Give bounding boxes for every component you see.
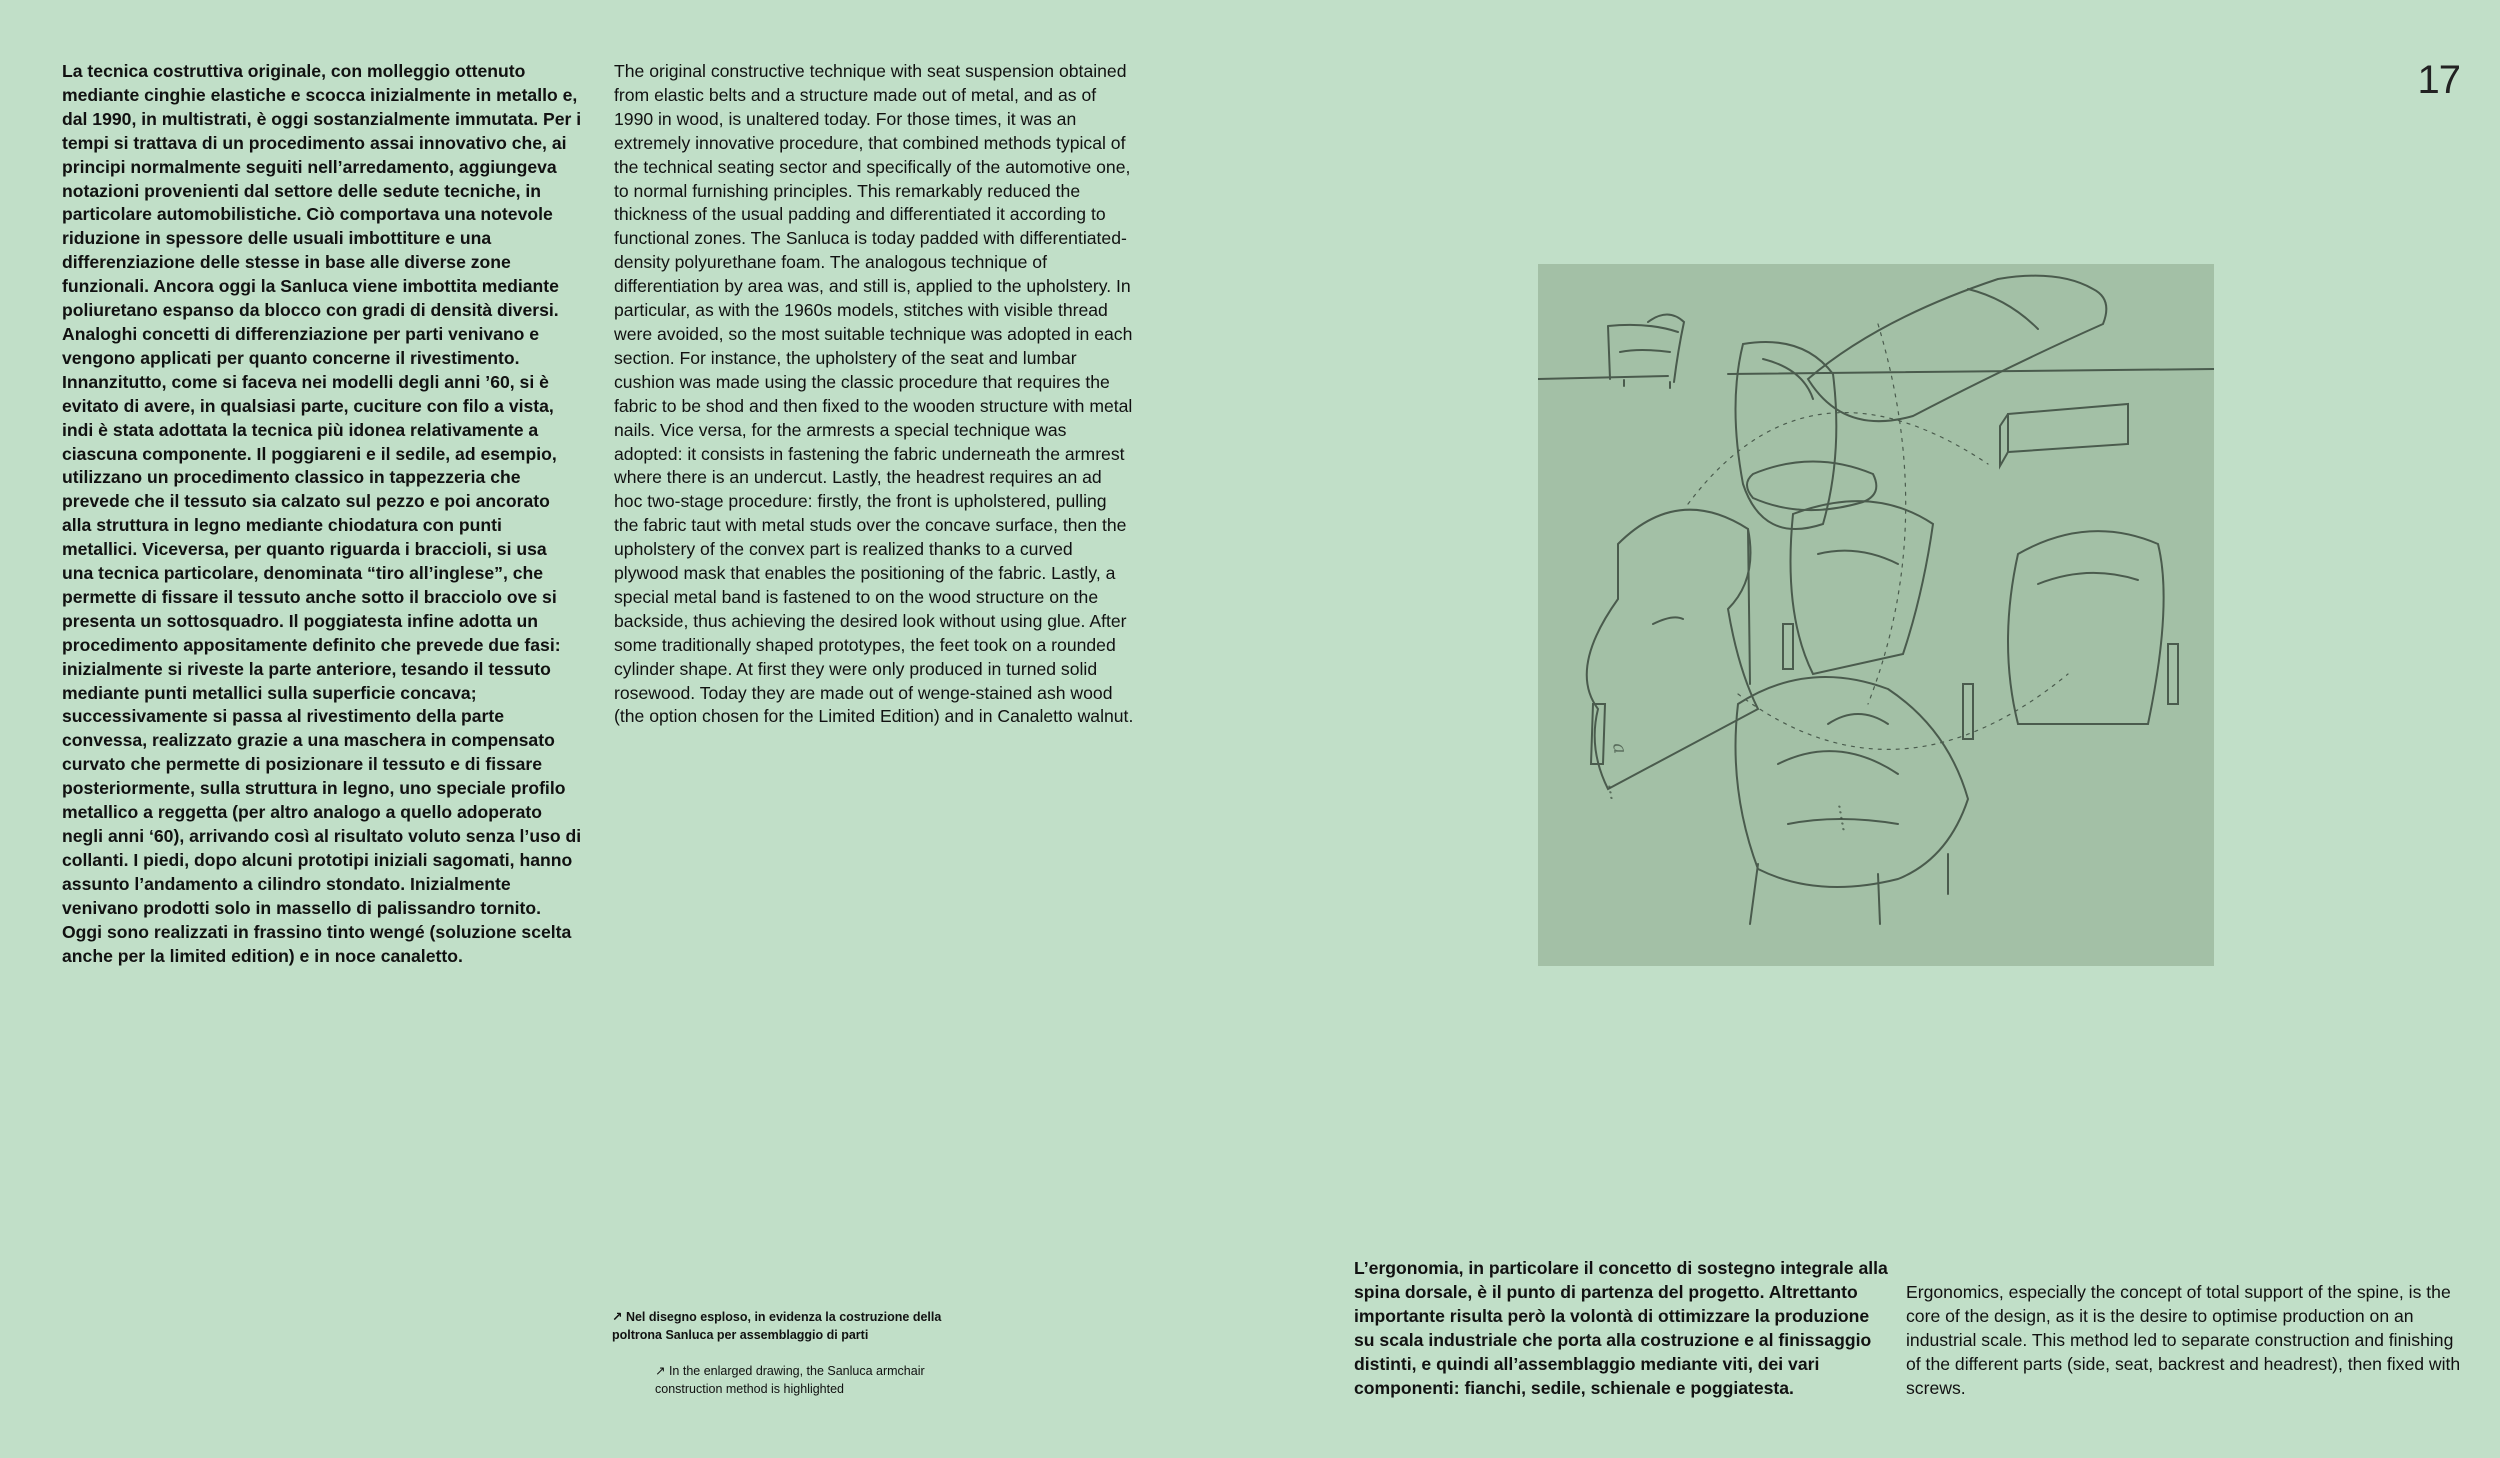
ergonomics-italian-text <box>1354 1257 1894 1400</box>
caption-english: ↗ In the enlarged drawing, the Sanluca armchair construction method is highlighted <box>655 1364 925 1396</box>
svg-text:a: a <box>1608 741 1631 756</box>
italian-paragraph: La tecnica costruttiva originale, con molleggio ottenuto mediante cinghie elastiche e scocca inizialmente in metallo e, dal 1990, in multistrati, è oggi sostanzialmente immutata. Per i tempi si trattava di un procedimento assai innovativo che, ai principi normalmente seguiti nell’arredamento, aggiungeva notazioni provenienti dal settore delle sedute tecniche, in particolare automobilistiche. Ciò comportava una notevole riduzione in spessore delle usuali imbottiture e una differenziazione delle stesse in base alle diverse zone funzionali. Ancora oggi la Sanluca viene imbottita mediante poliuretano espanso da blocco con gradi di densità diversi. Analoghi concetti di differenziazione per parti venivano e vengono applicati per quanto concerne il rivestimento. Innanzitutto, come si faceva nei modelli degli anni ’60, si è evitato di avere, in qualsiasi parte, cuciture con filo a vista, indi è stata adottata la tecnica più idonea relativamente a ciascuna componente. Il poggiareni e il sedile, ad esempio, utilizzano un procedimento classico in tappezzeria che prevede che il tessuto sia calzato sul pezzo e poi ancorato alla struttura in legno mediante chiodatura con punti metallici. Viceversa, per quanto riguarda i braccioli, si usa una tecnica particolare, denominata “tiro all’inglese”, che permette di fissare il tessuto anche sotto il bracciolo ove si presenta un sottosquadro. Il poggiatesta infine adotta un procedimento appositamente definito che prevede due fasi: inizialmente si riveste la parte anteriore, tesando il tessuto mediante punti metallici sulla superficie concava; successivamente si passa al rivestimento della parte convessa, realizzato grazie a una maschera in compensato curvato che permette di posizionare il tessuto e di fissare posteriormente, sulla struttura in legno, uno speciale profilo metallico a reggetta (per altro analogo a quello adoperato negli anni ‘60), arrivando così al risultato voluto senza l’uso di collanti. I piedi, dopo alcuni prototipi iniziali sagomati, hanno assunto l’andamento a cilindro stondato. Inizialmente venivano prodotti solo in massello di palissandro tornito. Oggi sono realizzati in frassino tinto wengé (soluzione scelta anche per la limited edition) e in noce canaletto. <box>62 61 582 966</box>
svg-text:...: ... <box>1603 781 1627 802</box>
italian-body-text <box>62 60 582 968</box>
pencil-sketch-drawing <box>1538 264 2214 966</box>
exploded-armchair-sketch <box>1538 264 2214 966</box>
ergonomics-english-text <box>1906 1281 2466 1401</box>
english-paragraph: The original constructive technique with seat suspension obtained from elastic belts and a structure made out of metal, and as of 1990 in wood, is unaltered today. For those times, it was an extremely innovative procedure, that combined methods typical of the technical seating sector and specifically of the automotive one, to normal furnishing principles. This remarkably reduced the thickness of the usual padding and differentiated it according to functional zones. The Sanluca is today padded with differentiated-density polyurethane foam. The analogous technique of differentiation by area was, and still is, applied to the upholstery. In particular, as with the 1960s models, stitches with visible thread were avoided, so the most suitable technique was adopted in each section. For instance, the upholstery of the seat and lumbar cushion was made using the classic procedure that requires the fabric to be shod and then fixed to the wooden structure with metal nails. Vice versa, for the armrests a special technique was adopted: it consists in fastening the fabric underneath the armrest where there is an undercut. Lastly, the headrest requires an ad hoc two-stage procedure: firstly, the front is upholstered, pulling the fabric taut with metal studs over the concave surface, then the upholstery of the convex part is realized thanks to a curved plywood mask that enables the positioning of the fabric. Lastly, a special metal band is fastened to on the wood structure on the backside, thus achieving the desired look without using glue. After some traditionally shaped prototypes, the feet took on a rounded cylinder shape. At first they were only produced in turned solid rosewood. Today they are made out of wenge-stained ash wood (the option chosen for the Limited Edition) and in Canaletto walnut. <box>614 61 1134 727</box>
page-number: 17 <box>2417 58 2460 102</box>
ergonomics-english-paragraph: Ergonomics, especially the concept of total support of the spine, is the core of the design, as it is the desire to optimise production on an industrial scale. This method led to separate construction and finishing of the different parts (side, seat, backrest and headrest), then fixed with screws. <box>1906 1282 2461 1398</box>
caption-italian: ↗ Nel disegno esploso, in evidenza la costruzione della poltrona Sanluca per assemblaggio di parti <box>612 1310 942 1342</box>
svg-text:.....: ..... <box>1833 801 1859 834</box>
ergonomics-italian-paragraph: L’ergonomia, in particolare il concetto di sostegno integrale alla spina dorsale, è il punto di partenza del progetto. Altrettanto importante risulta però la volontà di ottimizzare la produzione su scala industriale che porta alla costruzione e al finissaggio distinti, e quindi all’assemblaggio mediante viti, dei vari componenti: fianchi, sedile, schienale e poggiatesta. <box>1354 1258 1888 1398</box>
english-body-text <box>614 60 1134 729</box>
